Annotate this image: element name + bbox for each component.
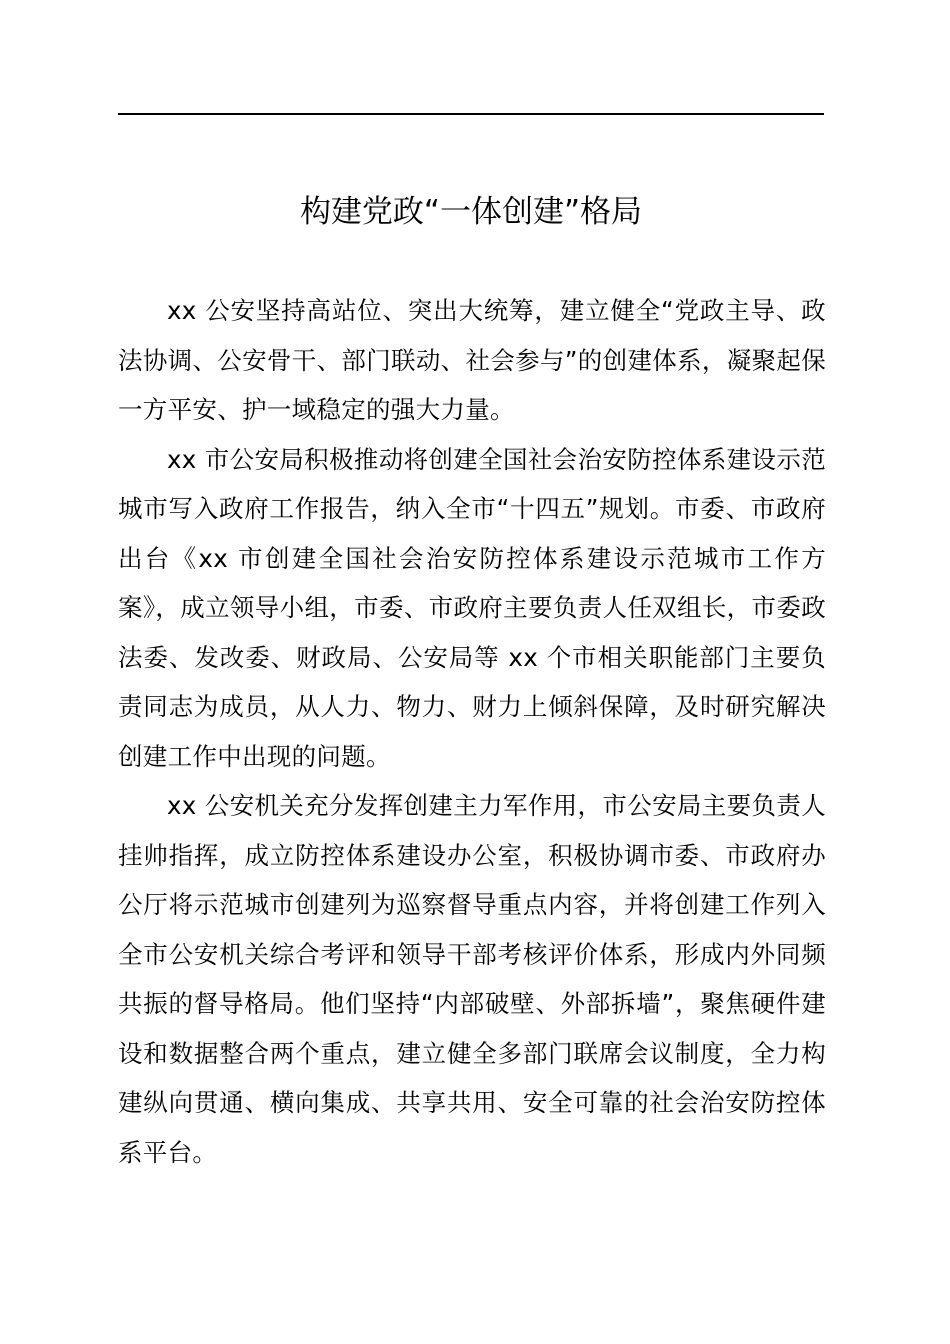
document-body bbox=[118, 286, 826, 1177]
paragraph-3: xx 公安机关充分发挥创建主力军作用，市公安局主要负责人挂帅指挥，成立防控体系建设办公室，积极协调市委、市政府办公厅将示范城市创建列为巡察督导重点内容，并将创建工作列入全市公安机关综合考评和领导干部考核评价体系，形成内外同频共振的督导格局。他们坚持“内部破壁、外部拆墙”，聚焦硬件建设和数据整合两个重点，建立健全多部门联席会议制度，全力构建纵向贯通、横向集成、共享共用、安全可靠的社会治安防控体系平台。 bbox=[118, 791, 826, 1167]
header-rule bbox=[118, 113, 824, 115]
paragraph-1: xx 公安坚持高站位、突出大统筹，建立健全“党政主导、政法协调、公安骨干、部门联动、社会参与”的创建体系，凝聚起保一方平安、护一域稳定的强大力量。 bbox=[118, 296, 826, 424]
document-title: 构建党政“一体创建”格局 bbox=[299, 194, 643, 230]
paragraph-2: xx 市公安局积极推动将创建全国社会治安防控体系建设示范城市写入政府工作报告，纳入全市“十四五”规划。市委、市政府出台《xx 市创建全国社会治安防控体系建设示范城市工作方案》，成立领导小组，市委、市政府主要负责人任双组长，市委政法委、发改委、财政局、公安局等 xx 个市相关职能部门主要负责同志为成员，从人力、物力、财力上倾斜保障，及时研究解决创建工作中出现的问题。 bbox=[118, 444, 826, 771]
